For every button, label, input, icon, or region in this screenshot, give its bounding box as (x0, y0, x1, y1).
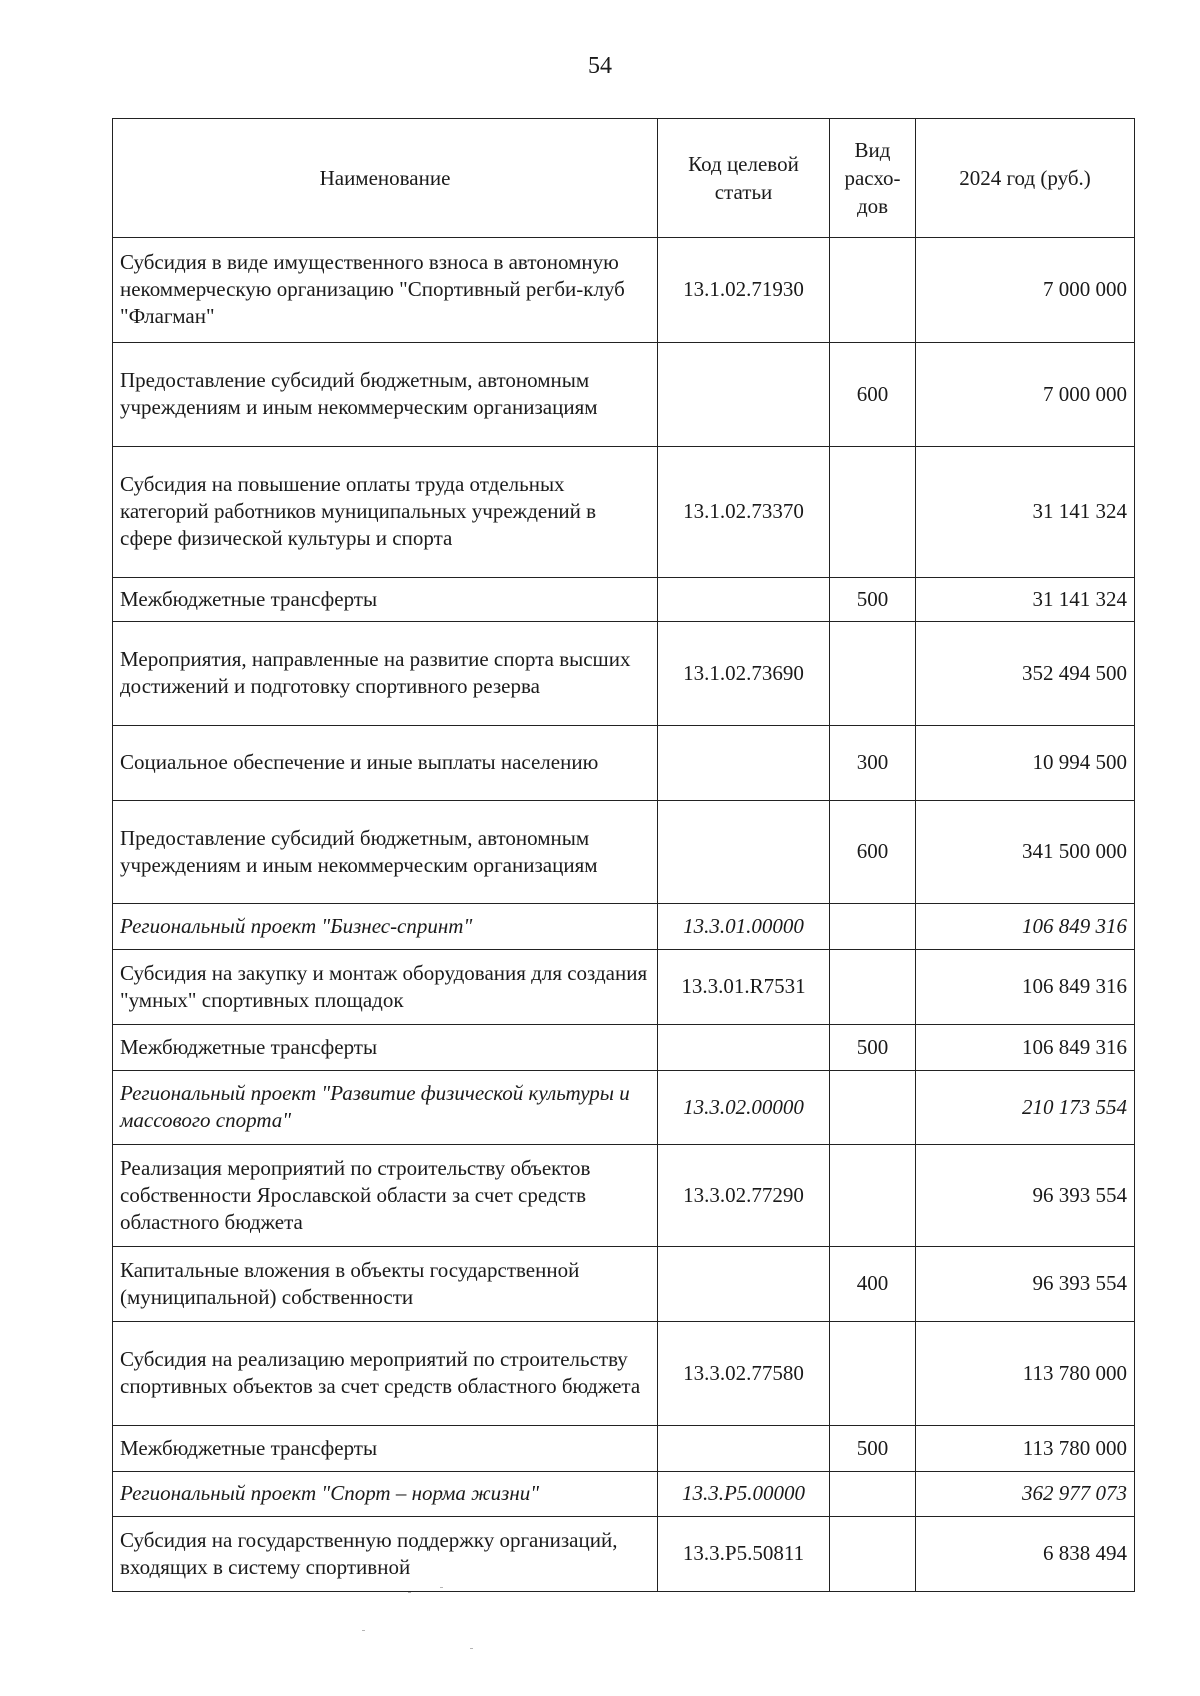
table-row (113, 447, 1135, 578)
scan-speck (362, 1630, 365, 1631)
cell-name: Субсидия на закупку и монтаж оборудования для создания "умных" спортивных площадок (113, 950, 658, 1025)
table-row (113, 1472, 1135, 1517)
cell-name: Межбюджетные трансферты (113, 1426, 658, 1472)
cell-amount: 341 500 000 (916, 801, 1135, 904)
cell-amount: 6 838 494 (916, 1517, 1135, 1592)
cell-code: 13.3.P5.50811 (658, 1517, 830, 1592)
scan-speck (440, 1587, 443, 1588)
cell-amount: 352 494 500 (916, 622, 1135, 726)
cell-code (658, 726, 830, 801)
cell-code (658, 1247, 830, 1322)
table-body (113, 238, 1135, 1592)
table-row (113, 343, 1135, 447)
cell-amount: 96 393 554 (916, 1145, 1135, 1247)
cell-amount: 10 994 500 (916, 726, 1135, 801)
cell-type (830, 904, 916, 950)
header-type: Вид расхо-дов (830, 119, 916, 238)
cell-type (830, 950, 916, 1025)
table-row (113, 1426, 1135, 1472)
cell-name: Межбюджетные трансферты (113, 578, 658, 622)
cell-name: Предоставление субсидий бюджетным, автономным учреждениям и иным некоммерческим организациям (113, 343, 658, 447)
cell-name: Региональный проект "Развитие физической культуры и массового спорта" (113, 1071, 658, 1145)
cell-name: Капитальные вложения в объекты государственной (муниципальной) собственности (113, 1247, 658, 1322)
cell-type (830, 1322, 916, 1426)
cell-code: 13.3.01.00000 (658, 904, 830, 950)
cell-code (658, 1426, 830, 1472)
table-row (113, 578, 1135, 622)
cell-type (830, 1071, 916, 1145)
table-row (113, 1247, 1135, 1322)
cell-code (658, 343, 830, 447)
table-row (113, 1025, 1135, 1071)
cell-name: Межбюджетные трансферты (113, 1025, 658, 1071)
cell-type: 500 (830, 1426, 916, 1472)
cell-name: Реализация мероприятий по строительству объектов собственности Ярославской области за счет средств областного бюджета (113, 1145, 658, 1247)
cell-name: Мероприятия, направленные на развитие спорта высших достижений и подготовку спортивного резерва (113, 622, 658, 726)
table-row (113, 238, 1135, 343)
cell-type (830, 238, 916, 343)
cell-name: Субсидия на реализацию мероприятий по строительству спортивных объектов за счет средств областного бюджета (113, 1322, 658, 1426)
cell-type: 400 (830, 1247, 916, 1322)
cell-amount: 106 849 316 (916, 1025, 1135, 1071)
cell-amount: 210 173 554 (916, 1071, 1135, 1145)
cell-name: Предоставление субсидий бюджетным, автономным учреждениям и иным некоммерческим организациям (113, 801, 658, 904)
cell-type (830, 1472, 916, 1517)
table-row (113, 1145, 1135, 1247)
header-code: Код целевой статьи (658, 119, 830, 238)
cell-amount: 7 000 000 (916, 343, 1135, 447)
table-row (113, 622, 1135, 726)
table-row (113, 1071, 1135, 1145)
cell-code (658, 1025, 830, 1071)
cell-code: 13.1.02.71930 (658, 238, 830, 343)
cell-name: Региональный проект "Спорт – норма жизни" (113, 1472, 658, 1517)
cell-amount: 96 393 554 (916, 1247, 1135, 1322)
cell-code: 13.3.02.77580 (658, 1322, 830, 1426)
table-row (113, 1322, 1135, 1426)
cell-code: 13.3.02.77290 (658, 1145, 830, 1247)
cell-amount: 106 849 316 (916, 950, 1135, 1025)
cell-name: Субсидия на повышение оплаты труда отдельных категорий работников муниципальных учреждений в сфере физической культуры и спорта (113, 447, 658, 578)
cell-amount: 7 000 000 (916, 238, 1135, 343)
cell-amount: 362 977 073 (916, 1472, 1135, 1517)
cell-type: 500 (830, 1025, 916, 1071)
cell-name: Региональный проект "Бизнес-спринт" (113, 904, 658, 950)
header-name: Наименование (113, 119, 658, 238)
table-header (113, 119, 1135, 238)
cell-amount: 113 780 000 (916, 1322, 1135, 1426)
cell-type: 500 (830, 578, 916, 622)
cell-type: 600 (830, 343, 916, 447)
table-row (113, 726, 1135, 801)
cell-type (830, 1517, 916, 1592)
table-row (113, 1517, 1135, 1592)
cell-code (658, 578, 830, 622)
cell-name: Социальное обеспечение и иные выплаты населению (113, 726, 658, 801)
header-amount: 2024 год (руб.) (916, 119, 1135, 238)
table-row (113, 904, 1135, 950)
cell-code: 13.1.02.73690 (658, 622, 830, 726)
scan-speck (470, 1648, 473, 1649)
cell-code: 13.3.P5.00000 (658, 1472, 830, 1517)
cell-type: 600 (830, 801, 916, 904)
cell-code: 13.1.02.73370 (658, 447, 830, 578)
cell-type (830, 622, 916, 726)
cell-amount: 31 141 324 (916, 578, 1135, 622)
page-number: 54 (588, 53, 612, 79)
cell-type (830, 1145, 916, 1247)
cell-code: 13.3.01.R7531 (658, 950, 830, 1025)
cell-amount: 113 780 000 (916, 1426, 1135, 1472)
cell-amount: 106 849 316 (916, 904, 1135, 950)
table-row (113, 950, 1135, 1025)
scan-speck (408, 1592, 411, 1593)
budget-table (112, 118, 1135, 1592)
cell-code (658, 801, 830, 904)
table-row (113, 801, 1135, 904)
cell-type: 300 (830, 726, 916, 801)
cell-name: Субсидия в виде имущественного взноса в автономную некоммерческую организацию "Спортивный регби-клуб "Флагман" (113, 238, 658, 343)
cell-amount: 31 141 324 (916, 447, 1135, 578)
cell-name: Субсидия на государственную поддержку организаций, входящих в систему спортивной (113, 1517, 658, 1592)
cell-type (830, 447, 916, 578)
header-row (113, 119, 1135, 238)
cell-code: 13.3.02.00000 (658, 1071, 830, 1145)
